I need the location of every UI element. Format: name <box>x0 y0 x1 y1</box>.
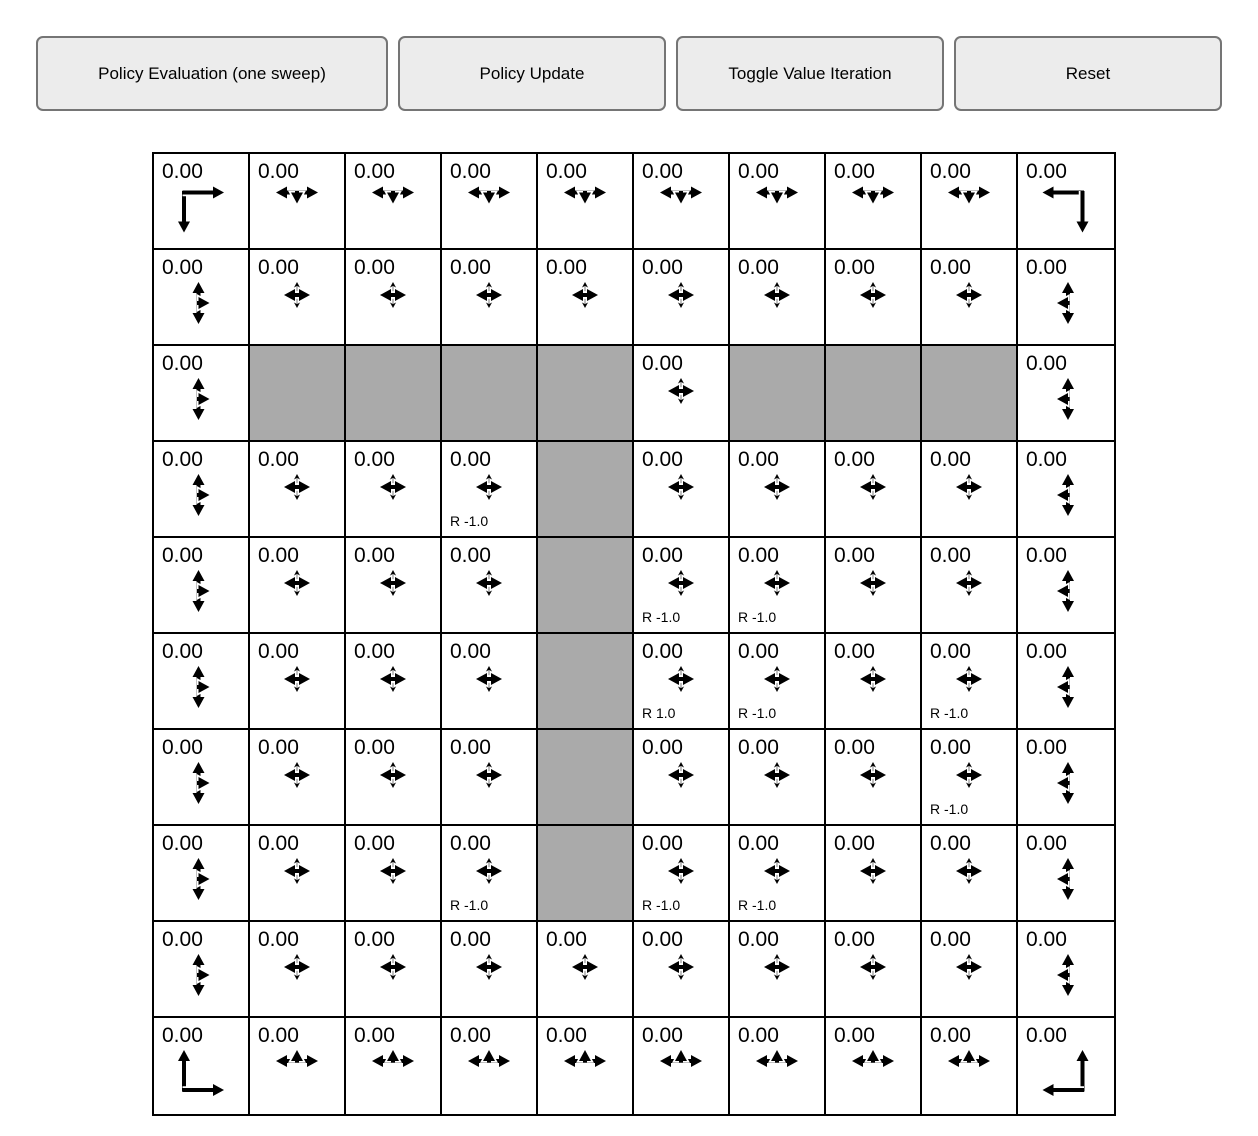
state-value: 0.00 <box>258 736 299 759</box>
state-value: 0.00 <box>354 256 395 279</box>
grid-cell-r6-c2[interactable] <box>346 730 442 826</box>
state-value: 0.00 <box>354 736 395 759</box>
policy-arrows-icon <box>954 568 984 598</box>
state-value: 0.00 <box>738 640 779 663</box>
grid-cell-r8-c1[interactable] <box>250 922 346 1018</box>
policy-arrows-icon <box>754 1048 800 1070</box>
grid-cell-r8-c2[interactable] <box>346 922 442 1018</box>
policy-arrows-icon <box>378 568 408 598</box>
policy-arrows-icon <box>562 1048 608 1070</box>
grid-cell-r9-c3[interactable] <box>442 1018 538 1114</box>
grid-cell-r2-c5[interactable] <box>634 346 730 442</box>
policy-arrows-icon <box>282 760 312 790</box>
grid-cell-r0-c8[interactable] <box>922 154 1018 250</box>
grid-cell-r0-c4[interactable] <box>538 154 634 250</box>
policy-arrows-icon <box>466 1048 512 1070</box>
state-value: 0.00 <box>834 832 875 855</box>
state-value: 0.00 <box>738 928 779 951</box>
state-value: 0.00 <box>1026 1024 1067 1047</box>
wall-cell-r2-c2 <box>346 346 442 442</box>
grid-cell-r6-c9[interactable] <box>1018 730 1114 826</box>
grid-cell-r3-c9[interactable] <box>1018 442 1114 538</box>
grid-cell-r4-c6[interactable] <box>730 538 826 634</box>
policy-arrows-icon <box>762 472 792 502</box>
grid-cell-r1-c3[interactable] <box>442 250 538 346</box>
grid-cell-r0-c2[interactable] <box>346 154 442 250</box>
state-value: 0.00 <box>1026 256 1067 279</box>
reward-label: R -1.0 <box>738 705 777 721</box>
policy-arrows-icon <box>954 472 984 502</box>
grid-cell-r8-c9[interactable] <box>1018 922 1114 1018</box>
policy-arrows-icon <box>1055 664 1077 710</box>
state-value: 0.00 <box>354 544 395 567</box>
policy-arrows-icon <box>370 184 416 206</box>
reward-label: R -1.0 <box>930 801 969 817</box>
policy-arrows-icon <box>190 280 212 326</box>
policy-arrows-icon <box>190 856 212 902</box>
grid-cell-r3-c1[interactable] <box>250 442 346 538</box>
policy-arrows-icon <box>762 952 792 982</box>
toggle-value-iteration-button[interactable]: Toggle Value Iteration <box>676 36 944 111</box>
toolbar <box>36 36 1222 111</box>
state-value: 0.00 <box>162 256 203 279</box>
reward-label: R -1.0 <box>738 897 777 913</box>
state-value: 0.00 <box>738 544 779 567</box>
wall-cell-r2-c1 <box>250 346 346 442</box>
policy-arrows-icon <box>282 664 312 694</box>
grid-cell-r8-c8[interactable] <box>922 922 1018 1018</box>
policy-arrows-icon <box>666 472 696 502</box>
state-value: 0.00 <box>738 832 779 855</box>
wall-cell-r2-c3 <box>442 346 538 442</box>
state-value: 0.00 <box>930 448 971 471</box>
state-value: 0.00 <box>258 160 299 183</box>
policy-arrows-icon <box>858 952 888 982</box>
policy-arrows-icon <box>190 472 212 518</box>
grid-cell-r0-c1[interactable] <box>250 154 346 250</box>
policy-update-button[interactable]: Policy Update <box>398 36 666 111</box>
reward-label: R -1.0 <box>930 705 969 721</box>
grid-cell-r5-c2[interactable] <box>346 634 442 730</box>
wall-cell-r2-c8 <box>922 346 1018 442</box>
policy-arrows-icon <box>466 184 512 206</box>
grid-cell-r9-c9[interactable] <box>1018 1018 1114 1114</box>
policy-arrows-icon <box>274 184 320 206</box>
grid-cell-r7-c2[interactable] <box>346 826 442 922</box>
policy-arrows-icon <box>282 568 312 598</box>
policy-arrows-icon <box>666 568 696 598</box>
policy-arrows-icon <box>858 856 888 886</box>
policy-arrows-icon <box>666 280 696 310</box>
reward-label: R -1.0 <box>450 513 489 529</box>
grid-cell-r3-c0[interactable] <box>154 442 250 538</box>
grid-cell-r0-c0[interactable] <box>154 154 250 250</box>
state-value: 0.00 <box>354 640 395 663</box>
state-value: 0.00 <box>834 448 875 471</box>
grid-cell-r1-c5[interactable] <box>634 250 730 346</box>
state-value: 0.00 <box>162 832 203 855</box>
state-value: 0.00 <box>642 256 683 279</box>
policy-arrows-icon <box>762 760 792 790</box>
state-value: 0.00 <box>450 448 491 471</box>
policy-arrows-icon <box>378 664 408 694</box>
policy-arrows-icon <box>190 376 212 422</box>
state-value: 0.00 <box>450 832 491 855</box>
policy-arrows-icon <box>1055 376 1077 422</box>
reward-label: R -1.0 <box>642 897 681 913</box>
policy-arrows-icon <box>666 760 696 790</box>
policy-arrows-icon <box>858 472 888 502</box>
grid-cell-r5-c8[interactable] <box>922 634 1018 730</box>
state-value: 0.00 <box>450 544 491 567</box>
state-value: 0.00 <box>738 736 779 759</box>
policy-arrows-icon <box>946 1048 992 1070</box>
policy-arrows-icon <box>850 1048 896 1070</box>
policy-arrows-icon <box>1055 472 1077 518</box>
grid-cell-r2-c0[interactable] <box>154 346 250 442</box>
state-value: 0.00 <box>162 448 203 471</box>
grid-cell-r3-c5[interactable] <box>634 442 730 538</box>
grid-cell-r7-c1[interactable] <box>250 826 346 922</box>
grid-cell-r5-c5[interactable] <box>634 634 730 730</box>
state-value: 0.00 <box>258 544 299 567</box>
state-value: 0.00 <box>1026 832 1067 855</box>
state-value: 0.00 <box>1026 352 1067 375</box>
grid-cell-r8-c6[interactable] <box>730 922 826 1018</box>
reward-label: R 1.0 <box>642 705 676 721</box>
state-value: 0.00 <box>546 160 587 183</box>
wall-cell-r2-c7 <box>826 346 922 442</box>
policy-arrows-icon <box>282 280 312 310</box>
grid-cell-r1-c6[interactable] <box>730 250 826 346</box>
grid-cell-r5-c0[interactable] <box>154 634 250 730</box>
policy-arrows-icon <box>954 952 984 982</box>
policy-arrows-icon <box>762 280 792 310</box>
wall-cell-r6-c4 <box>538 730 634 826</box>
policy-arrows-icon <box>666 664 696 694</box>
grid-cell-r7-c0[interactable] <box>154 826 250 922</box>
grid-cell-r6-c0[interactable] <box>154 730 250 826</box>
state-value: 0.00 <box>1026 544 1067 567</box>
grid-cell-r0-c9[interactable] <box>1018 154 1114 250</box>
grid-cell-r3-c6[interactable] <box>730 442 826 538</box>
wall-cell-r5-c4 <box>538 634 634 730</box>
policy-arrows-icon <box>378 856 408 886</box>
policy-arrows-icon <box>850 184 896 206</box>
grid-cell-r9-c1[interactable] <box>250 1018 346 1114</box>
grid-cell-r7-c9[interactable] <box>1018 826 1114 922</box>
policy-arrows-icon <box>1041 1048 1092 1099</box>
policy-arrows-icon <box>474 760 504 790</box>
policy-arrows-icon <box>570 280 600 310</box>
grid-cell-r9-c5[interactable] <box>634 1018 730 1114</box>
grid-cell-r8-c7[interactable] <box>826 922 922 1018</box>
state-value: 0.00 <box>1026 448 1067 471</box>
grid-cell-r0-c5[interactable] <box>634 154 730 250</box>
state-value: 0.00 <box>834 160 875 183</box>
state-value: 0.00 <box>930 736 971 759</box>
wall-cell-r7-c4 <box>538 826 634 922</box>
policy-arrows-icon <box>176 184 227 235</box>
grid-cell-r7-c5[interactable] <box>634 826 730 922</box>
state-value: 0.00 <box>834 544 875 567</box>
grid-cell-r4-c0[interactable] <box>154 538 250 634</box>
grid-cell-r4-c8[interactable] <box>922 538 1018 634</box>
policy-arrows-icon <box>562 184 608 206</box>
grid-cell-r4-c5[interactable] <box>634 538 730 634</box>
grid-cell-r3-c8[interactable] <box>922 442 1018 538</box>
state-value: 0.00 <box>642 352 683 375</box>
state-value: 0.00 <box>930 160 971 183</box>
state-value: 0.00 <box>642 640 683 663</box>
grid-cell-r1-c2[interactable] <box>346 250 442 346</box>
state-value: 0.00 <box>162 544 203 567</box>
policy-arrows-icon <box>378 472 408 502</box>
state-value: 0.00 <box>1026 736 1067 759</box>
grid-cell-r9-c7[interactable] <box>826 1018 922 1114</box>
grid-cell-r9-c8[interactable] <box>922 1018 1018 1114</box>
policy-arrows-icon <box>370 1048 416 1070</box>
state-value: 0.00 <box>162 1024 203 1047</box>
state-value: 0.00 <box>930 1024 971 1047</box>
state-value: 0.00 <box>450 1024 491 1047</box>
grid-cell-r1-c4[interactable] <box>538 250 634 346</box>
grid-cell-r1-c8[interactable] <box>922 250 1018 346</box>
policy-arrows-icon <box>474 952 504 982</box>
grid-cell-r3-c2[interactable] <box>346 442 442 538</box>
state-value: 0.00 <box>642 160 683 183</box>
policy-arrows-icon <box>954 856 984 886</box>
state-value: 0.00 <box>930 832 971 855</box>
policy-arrows-icon <box>858 568 888 598</box>
state-value: 0.00 <box>354 448 395 471</box>
state-value: 0.00 <box>642 544 683 567</box>
state-value: 0.00 <box>642 1024 683 1047</box>
state-value: 0.00 <box>162 928 203 951</box>
grid-cell-r4-c9[interactable] <box>1018 538 1114 634</box>
state-value: 0.00 <box>834 736 875 759</box>
policy-arrows-icon <box>378 952 408 982</box>
policy-arrows-icon <box>666 856 696 886</box>
grid-cell-r5-c9[interactable] <box>1018 634 1114 730</box>
state-value: 0.00 <box>834 928 875 951</box>
grid-cell-r5-c6[interactable] <box>730 634 826 730</box>
state-value: 0.00 <box>450 928 491 951</box>
state-value: 0.00 <box>450 160 491 183</box>
state-value: 0.00 <box>546 1024 587 1047</box>
state-value: 0.00 <box>642 736 683 759</box>
policy-arrows-icon <box>282 472 312 502</box>
policy-arrows-icon <box>274 1048 320 1070</box>
state-value: 0.00 <box>258 640 299 663</box>
policy-arrows-icon <box>762 568 792 598</box>
policy-arrows-icon <box>858 760 888 790</box>
state-value: 0.00 <box>1026 160 1067 183</box>
grid-cell-r6-c6[interactable] <box>730 730 826 826</box>
policy-arrows-icon <box>1055 568 1077 614</box>
reset-button[interactable]: Reset <box>954 36 1222 111</box>
policy-arrows-icon <box>1055 856 1077 902</box>
policy-arrows-icon <box>762 664 792 694</box>
policy-arrows-icon <box>282 952 312 982</box>
grid-cell-r4-c2[interactable] <box>346 538 442 634</box>
grid-cell-r0-c6[interactable] <box>730 154 826 250</box>
state-value: 0.00 <box>738 256 779 279</box>
state-value: 0.00 <box>258 256 299 279</box>
grid-cell-r0-c7[interactable] <box>826 154 922 250</box>
policy-arrows-icon <box>658 184 704 206</box>
grid-cell-r8-c3[interactable] <box>442 922 538 1018</box>
state-value: 0.00 <box>450 736 491 759</box>
state-value: 0.00 <box>834 640 875 663</box>
policy-arrows-icon <box>1055 760 1077 806</box>
policy-arrows-icon <box>190 568 212 614</box>
state-value: 0.00 <box>738 448 779 471</box>
state-value: 0.00 <box>834 1024 875 1047</box>
reward-label: R -1.0 <box>450 897 489 913</box>
policy-arrows-icon <box>474 280 504 310</box>
grid-cell-r7-c8[interactable] <box>922 826 1018 922</box>
grid-cell-r2-c9[interactable] <box>1018 346 1114 442</box>
policy-arrows-icon <box>570 952 600 982</box>
grid-cell-r5-c3[interactable] <box>442 634 538 730</box>
policy-arrows-icon <box>282 856 312 886</box>
policy-arrows-icon <box>474 472 504 502</box>
grid-cell-r6-c8[interactable] <box>922 730 1018 826</box>
grid-cell-r7-c3[interactable] <box>442 826 538 922</box>
state-value: 0.00 <box>354 160 395 183</box>
state-value: 0.00 <box>450 640 491 663</box>
grid-cell-r7-c6[interactable] <box>730 826 826 922</box>
policy-arrows-icon <box>954 760 984 790</box>
policy-arrows-icon <box>474 568 504 598</box>
state-value: 0.00 <box>546 928 587 951</box>
state-value: 0.00 <box>930 928 971 951</box>
grid-cell-r1-c7[interactable] <box>826 250 922 346</box>
state-value: 0.00 <box>450 256 491 279</box>
state-value: 0.00 <box>834 256 875 279</box>
grid-cell-r9-c6[interactable] <box>730 1018 826 1114</box>
grid-cell-r1-c1[interactable] <box>250 250 346 346</box>
wall-cell-r3-c4 <box>538 442 634 538</box>
policy-arrows-icon <box>190 760 212 806</box>
grid-cell-r9-c0[interactable] <box>154 1018 250 1114</box>
state-value: 0.00 <box>1026 640 1067 663</box>
grid-cell-r8-c4[interactable] <box>538 922 634 1018</box>
grid-cell-r4-c3[interactable] <box>442 538 538 634</box>
policy-arrows-icon <box>954 280 984 310</box>
grid-cell-r9-c2[interactable] <box>346 1018 442 1114</box>
reward-label: R -1.0 <box>738 609 777 625</box>
policy-arrows-icon <box>1055 280 1077 326</box>
state-value: 0.00 <box>258 448 299 471</box>
state-value: 0.00 <box>738 160 779 183</box>
grid-cell-r5-c7[interactable] <box>826 634 922 730</box>
grid-cell-r3-c3[interactable] <box>442 442 538 538</box>
state-value: 0.00 <box>642 928 683 951</box>
state-value: 0.00 <box>930 256 971 279</box>
state-value: 0.00 <box>258 1024 299 1047</box>
policy-grid <box>152 152 1116 1116</box>
policy-arrows-icon <box>176 1048 227 1099</box>
grid-cell-r4-c1[interactable] <box>250 538 346 634</box>
state-value: 0.00 <box>546 256 587 279</box>
grid-cell-r6-c1[interactable] <box>250 730 346 826</box>
state-value: 0.00 <box>354 832 395 855</box>
wall-cell-r2-c6 <box>730 346 826 442</box>
state-value: 0.00 <box>162 736 203 759</box>
grid-cell-r9-c4[interactable] <box>538 1018 634 1114</box>
grid-cell-r6-c5[interactable] <box>634 730 730 826</box>
state-value: 0.00 <box>1026 928 1067 951</box>
state-value: 0.00 <box>162 352 203 375</box>
grid-cell-r0-c3[interactable] <box>442 154 538 250</box>
grid-cell-r6-c3[interactable] <box>442 730 538 826</box>
policy-arrows-icon <box>190 664 212 710</box>
policy-arrows-icon <box>666 376 696 406</box>
policy-arrows-icon <box>474 664 504 694</box>
policy-arrows-icon <box>946 184 992 206</box>
policy-arrows-icon <box>190 952 212 998</box>
grid-cell-r1-c0[interactable] <box>154 250 250 346</box>
grid-cell-r1-c9[interactable] <box>1018 250 1114 346</box>
state-value: 0.00 <box>258 928 299 951</box>
state-value: 0.00 <box>642 448 683 471</box>
grid-cell-r7-c7[interactable] <box>826 826 922 922</box>
state-value: 0.00 <box>354 928 395 951</box>
wall-cell-r4-c4 <box>538 538 634 634</box>
policy-arrows-icon <box>378 760 408 790</box>
grid-cell-r8-c0[interactable] <box>154 922 250 1018</box>
state-value: 0.00 <box>930 640 971 663</box>
policy-arrows-icon <box>1041 184 1092 235</box>
state-value: 0.00 <box>930 544 971 567</box>
state-value: 0.00 <box>162 160 203 183</box>
grid-cell-r8-c5[interactable] <box>634 922 730 1018</box>
grid-cell-r6-c7[interactable] <box>826 730 922 826</box>
policy-arrows-icon <box>954 664 984 694</box>
state-value: 0.00 <box>738 1024 779 1047</box>
policy-arrows-icon <box>658 1048 704 1070</box>
policy-evaluation-button[interactable]: Policy Evaluation (one sweep) <box>36 36 388 111</box>
grid-cell-r3-c7[interactable] <box>826 442 922 538</box>
policy-arrows-icon <box>762 856 792 886</box>
reward-label: R -1.0 <box>642 609 681 625</box>
policy-arrows-icon <box>1055 952 1077 998</box>
policy-arrows-icon <box>858 664 888 694</box>
wall-cell-r2-c4 <box>538 346 634 442</box>
policy-arrows-icon <box>378 280 408 310</box>
grid-cell-r5-c1[interactable] <box>250 634 346 730</box>
policy-arrows-icon <box>474 856 504 886</box>
policy-arrows-icon <box>858 280 888 310</box>
state-value: 0.00 <box>354 1024 395 1047</box>
policy-arrows-icon <box>666 952 696 982</box>
state-value: 0.00 <box>642 832 683 855</box>
state-value: 0.00 <box>258 832 299 855</box>
state-value: 0.00 <box>162 640 203 663</box>
grid-cell-r4-c7[interactable] <box>826 538 922 634</box>
policy-arrows-icon <box>754 184 800 206</box>
